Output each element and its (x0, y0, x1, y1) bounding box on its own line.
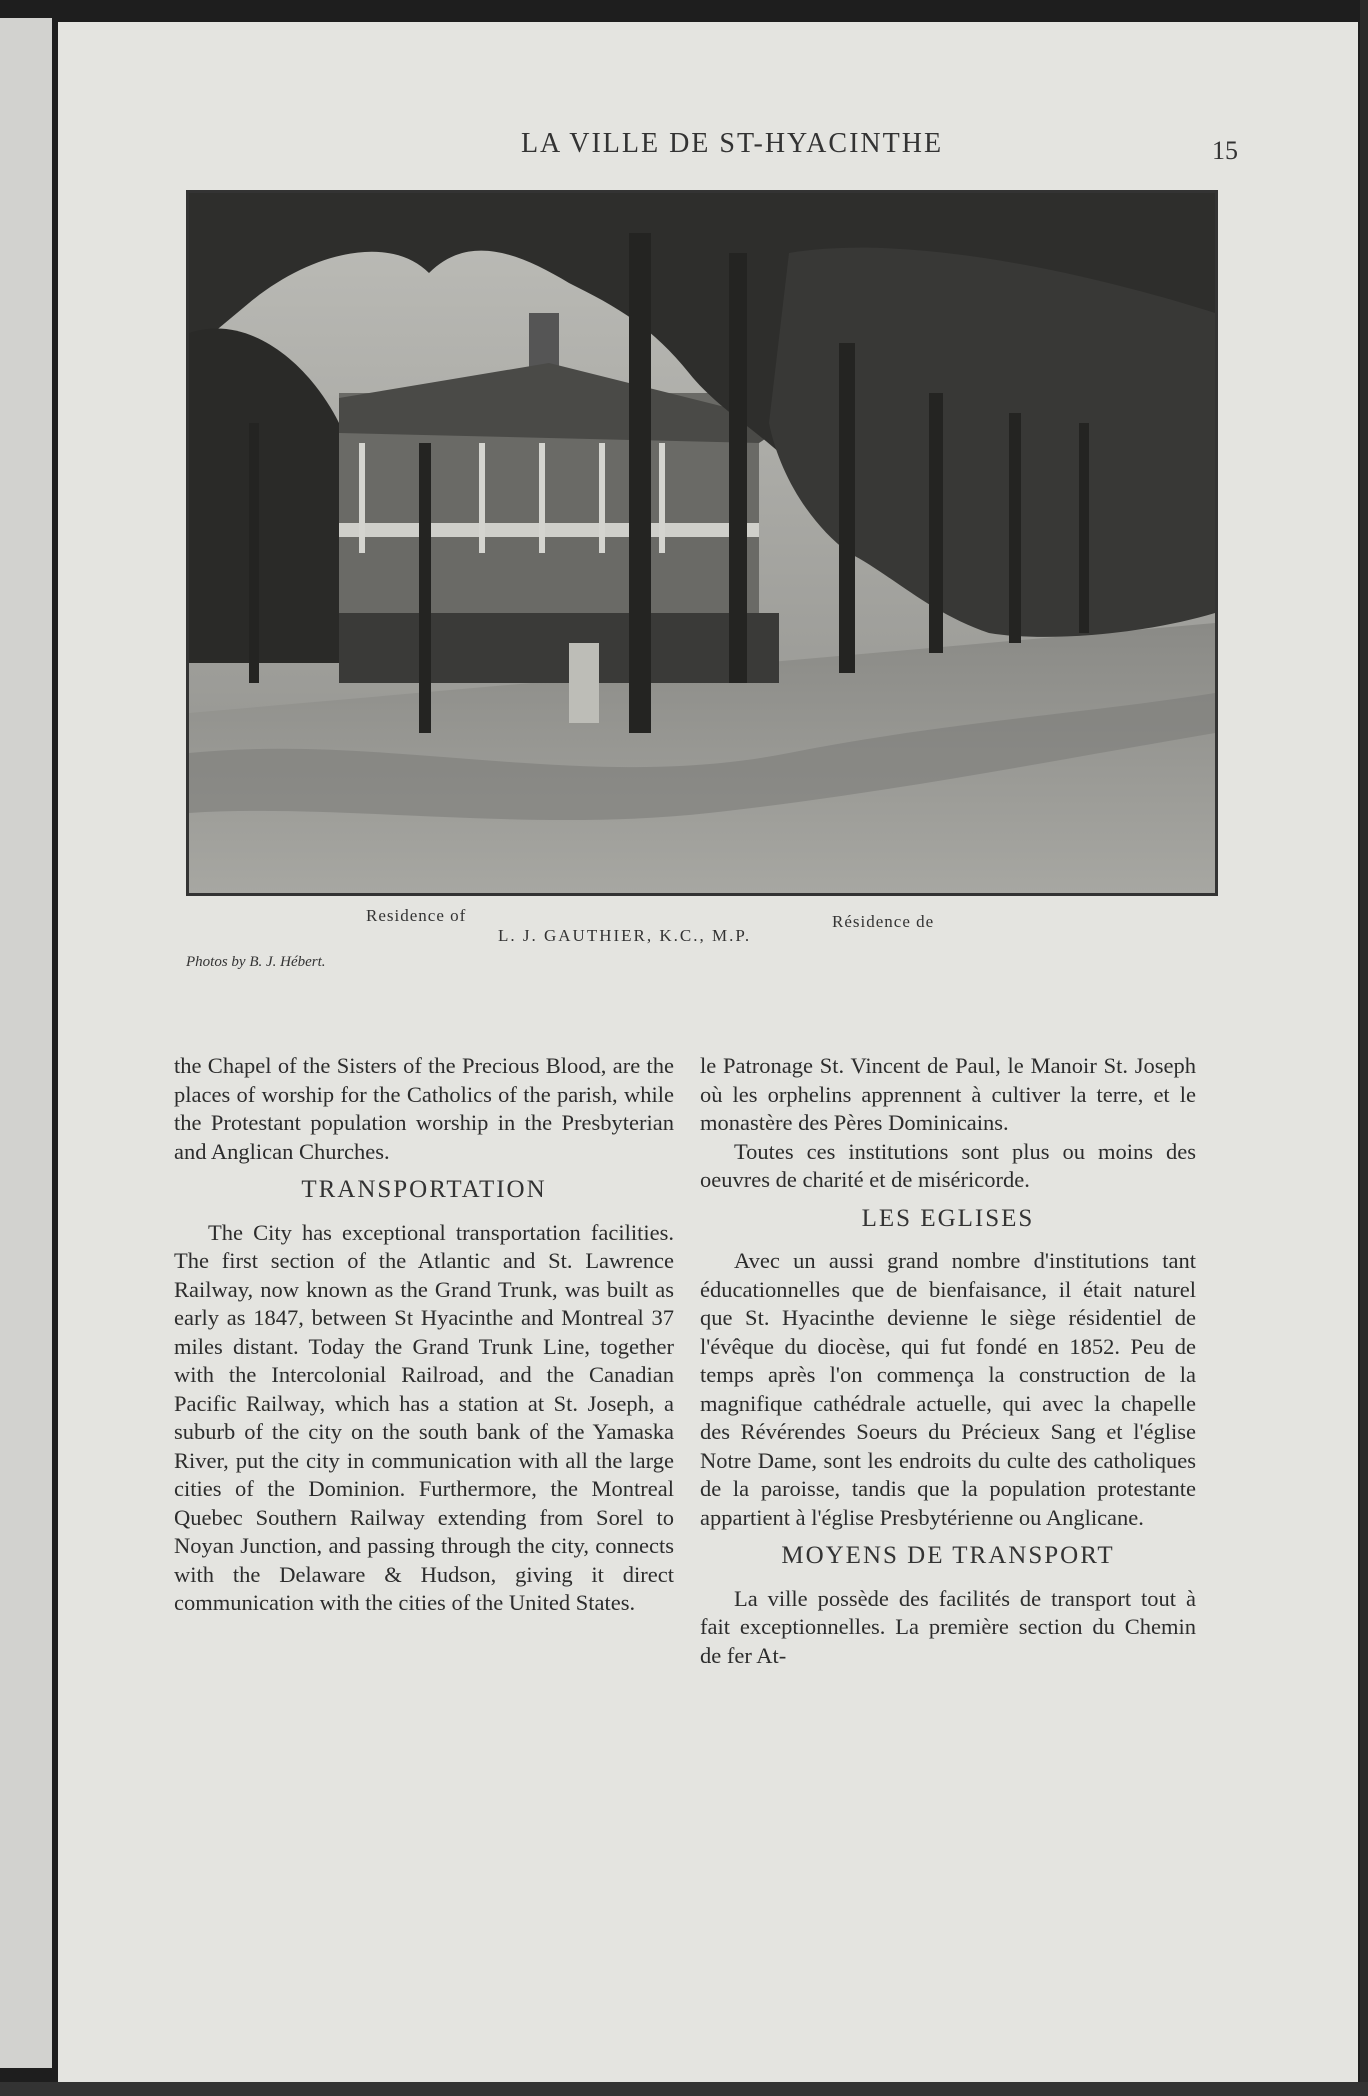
facing-page-edge (0, 18, 52, 2068)
transportation-heading: TRANSPORTATION (301, 1176, 547, 1203)
page-number: 15 (1212, 136, 1238, 165)
right-paragraph-2: Toutes ces institutions sont plus ou moins des oeuvres de charité et de miséricorde. (700, 1138, 1196, 1192)
moyens-de-transport-heading: MOYENS DE TRANSPORT (781, 1542, 1115, 1569)
caption-residence-of: Residence of (366, 906, 467, 925)
right-border (1360, 0, 1368, 2096)
caption-residence-de: Résidence de (832, 912, 935, 931)
left-column (174, 1052, 674, 1618)
left-paragraph-1: the Chapel of the Sisters of the Precious Blood, are the places of worship for the Catholics of the parish, while the Protestant population worship in the Presbyterian and Anglican Churches. (174, 1053, 674, 1164)
running-head: LA VILLE DE ST-HYACINTHE (520, 128, 944, 159)
left-paragraph-2: The City has exceptional transportation facilities. The first section of the Atlantic and St. Lawrence Railway, now known as the Grand Trunk, was built as early as 1847, between St Hyacinthe and Montreal 37 miles distant. Today the Grand Trunk Line, together with the Intercolonial Railroad, and the Canadian Pacific Railway, which has a station at St. Joseph, a suburb of the city on the south bank of the Yamaska River, put the city in communication with all the large cities of the Dominion. Furthermore, the Montreal Quebec Southern Railway extending from Sorel to Noyan Junction, and passing through the city, connects with the Delaware & Hudson, giving it direct communication with the cities of the United States. (174, 1219, 674, 1615)
residence-photograph (186, 190, 1218, 896)
right-paragraph-4: La ville possède des facilités de transport tout à fait exceptionnelles. La première section du Chemin de fer At- (700, 1585, 1196, 1668)
right-paragraph-3: Avec un aussi grand nombre d'institutions tant éducationnelles que de bienfaisance, il était naturel que St. Hyacinthe devienne le siège résidentiel de l'évêque du diocèse, qui fut fondé en 1852. Peu de temps après l'on commença la construction de la magnifique cathédrale actuelle, qui avec la chapelle des Révérendes Soeurs du Précieux Sang et l'église Notre Dame, sont les endroits du culte des catholiques de la paroisse, tandis que la population protestante appartient à l'église Presbytérienne ou Anglicane. (700, 1248, 1196, 1530)
right-paragraph-1: le Patronage St. Vincent de Paul, le Manoir St. Joseph où les orphelins apprennent à cultiver la terre, et le monastère des Pères Dominicains. (700, 1053, 1196, 1135)
right-column (700, 1052, 1196, 1670)
les-eglises-heading: LES EGLISES (861, 1204, 1035, 1232)
photo-credit: Photos by B. J. Hébert. (186, 954, 326, 970)
caption-owner-name: L. J. GAUTHIER, K.C., M.P. (498, 926, 752, 945)
bottom-border (0, 2082, 1368, 2096)
